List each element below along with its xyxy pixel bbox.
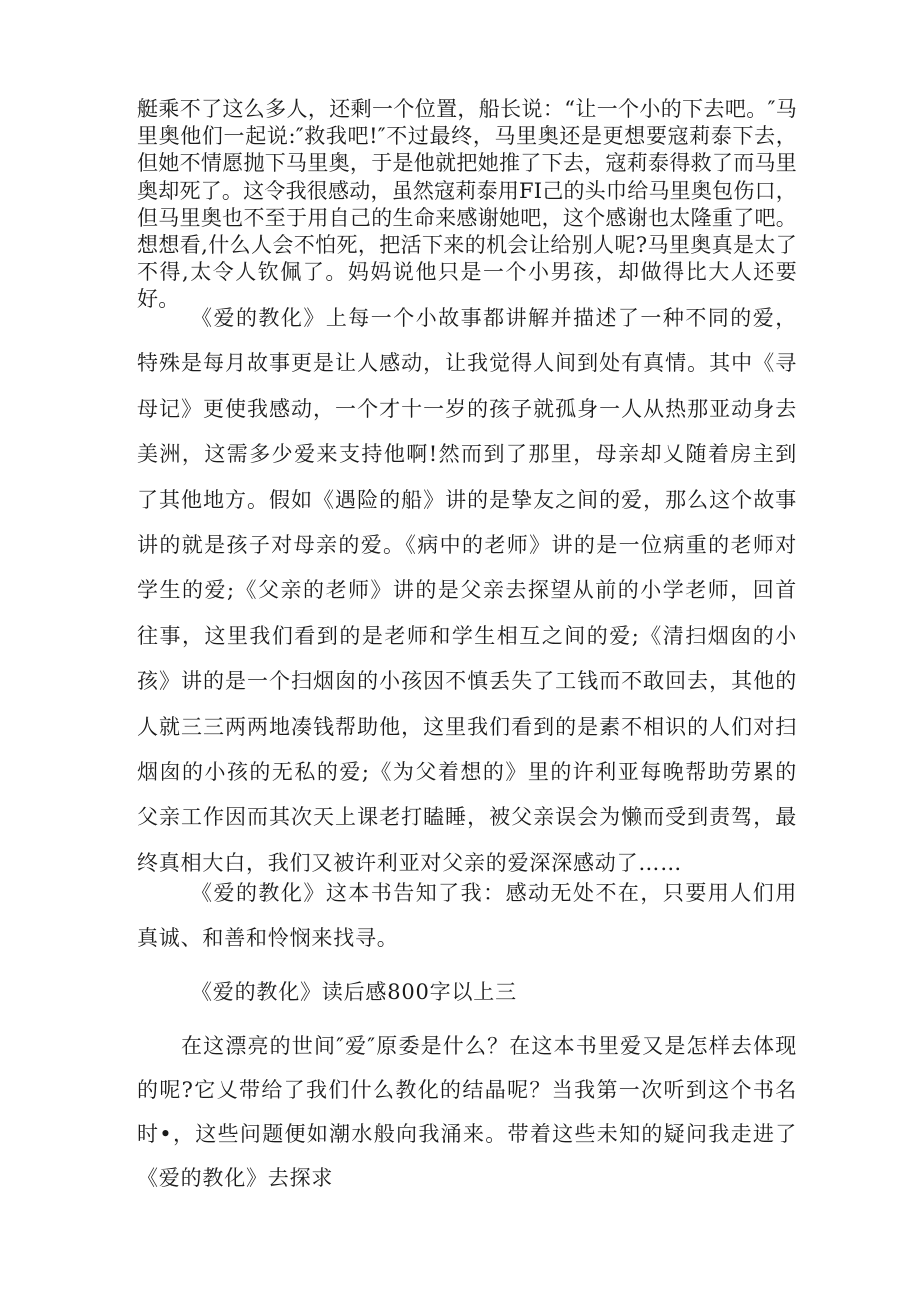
paragraph-2: 《爱的教化》上每一个小故事都讲解并描述了一种不同的爱，特殊是每月故事更是让人感动，让我觉得人间到处有真情。其中《寻母记》更使我感动，一个才十一岁的孩子就孤身一人从热那亚动身去美洲，这需多少爱来支持他啊!然而到了那里，母亲却乂随着房主到了其他地方。假如《遇险的船》讲的是挚友之间的爱，那么这个故事讲的就是孩子对母亲的爱。《病中的老师》讲的是一位病重的老师对学生的爱;《父亲的老师》讲的是父亲去探望从前的小学老师，回首往事，这里我们看到的是老师和学生相互之间的爱;《清扫烟囱的小孩》讲的是一个扫烟囱的小孩因不慎丢失了工钱而不敢回去，其他的人就三三两两地凑钱帮助他，这里我们看到的是素不相识的人们对扫烟囱的小孩的无私的爱;《为父着想的》里的许利亚每晚帮助劳累的父亲工作因而其次天上课老打瞌睡，被父亲误会为懒而受到责驾，最终真相大白，我们又被许利亚对父亲的爱深深感动了…… xyxy=(137,306,797,875)
paragraph-1: 艇乘不了这么多人，还剩一个位置，船长说：“让一个小的下去吧。″马里奥他们一起说:″救我吧!″不过最终，马里奥还是更想要寇莉泰下去，但她不情愿抛下马里奥，于是他就把她推了下去，寇莉泰得救了而马里奥却死了。这令我很感动，虽然寇莉泰用FI己的头巾给马里奥包伤口，但马里奥也不至于用自己的生命来感谢她吧，这个感谢也太隆重了吧。想想看,什么人会不怕死，把活下来的机会让给别人呢?马里奥真是太了不得,太令人钦佩了。妈妈说他只是一个小男孩，却做得比大人还要好。 xyxy=(137,97,797,312)
paragraph-3: 《爱的教化》这本书告知了我：感动无处不在，只要用人们用真诚、和善和怜悯来找寻。 xyxy=(137,881,797,951)
paragraph-4: 在这漂亮的世间″爱″原委是什么？在这本书里爱又是怎样去体现的呢?它乂带给了我们什么教化的结晶呢？当我第一次听到这个书名时•，这些问题便如潮水般向我涌来。带着这些未知的疑问我走进了《爱的教化》去探求 xyxy=(137,1034,797,1190)
section-heading: 《爱的教化》读后感800字以上三 xyxy=(191,980,517,1004)
